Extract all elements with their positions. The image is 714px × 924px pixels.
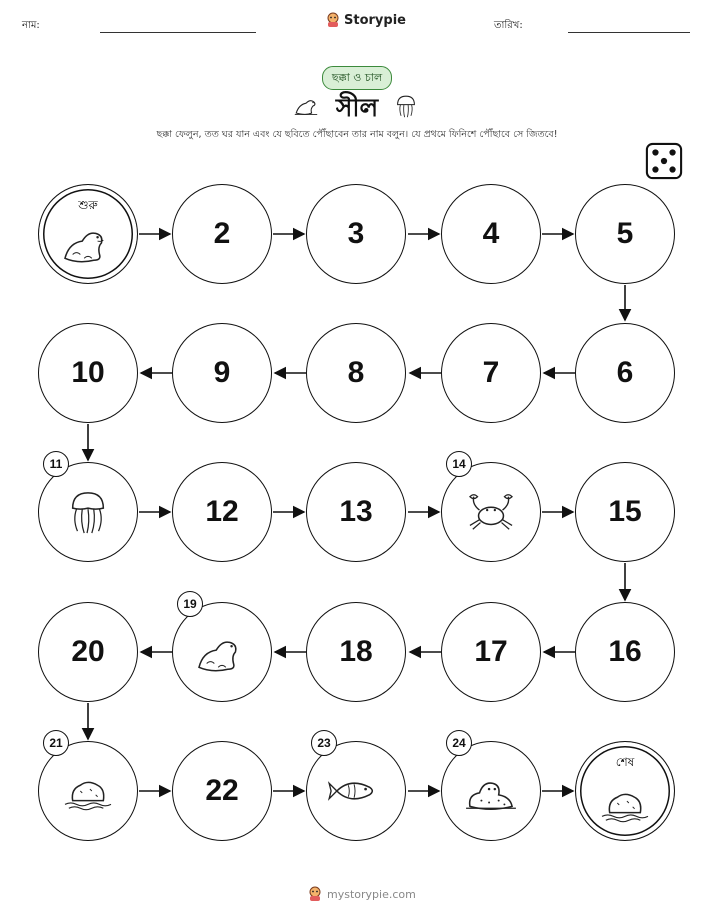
cell-number-badge: 21 <box>43 730 69 756</box>
board-cell[interactable] <box>38 323 138 423</box>
cell-number: 18 <box>339 635 373 668</box>
cell-number: 17 <box>474 635 508 668</box>
cell-number: 13 <box>339 495 373 528</box>
cell-number: 10 <box>71 356 105 389</box>
brand-name: Storypie <box>344 12 406 28</box>
board-cell[interactable] <box>306 602 406 702</box>
finish-label: শেষ <box>615 755 635 769</box>
board-cell[interactable] <box>575 462 675 562</box>
board-cell[interactable] <box>38 602 138 702</box>
cell-number-badge: 23 <box>311 730 337 756</box>
board-cell[interactable] <box>306 323 406 423</box>
board-cell[interactable] <box>38 736 138 841</box>
board-cell[interactable] <box>38 457 138 562</box>
cell-number-badge: 14 <box>446 451 472 477</box>
cell-number: 5 <box>616 217 634 250</box>
board-cell[interactable] <box>172 741 272 841</box>
cell-number: 7 <box>482 356 500 389</box>
game-type-badge: ছক্কা ও চাল <box>322 66 392 90</box>
board-cell[interactable] <box>441 736 541 841</box>
board-cell[interactable] <box>172 184 272 284</box>
board-cell-start[interactable] <box>38 184 138 284</box>
crab-icon <box>462 489 520 535</box>
cell-number: 6 <box>616 356 634 389</box>
board-cell[interactable] <box>575 602 675 702</box>
cell-number: 22 <box>205 774 239 807</box>
rock-icon <box>596 780 654 826</box>
date-label: তারিখ: <box>494 20 523 31</box>
seal-icon <box>193 629 251 675</box>
board-cell[interactable] <box>306 462 406 562</box>
seal-icon <box>59 220 117 266</box>
board-cell[interactable] <box>172 323 272 423</box>
board-cell[interactable] <box>575 323 675 423</box>
board-cell[interactable] <box>172 597 272 702</box>
cell-number: 9 <box>213 356 231 389</box>
footer <box>308 886 416 902</box>
board-cell[interactable] <box>306 736 406 841</box>
storypie-logo-icon <box>308 886 322 902</box>
cell-number-badge: 11 <box>43 451 69 477</box>
cell-number-badge: 19 <box>177 591 203 617</box>
cell-number: 16 <box>608 635 642 668</box>
cell-number: 3 <box>347 217 365 250</box>
board-cell[interactable] <box>441 457 541 562</box>
cell-number: 2 <box>213 217 231 250</box>
cell-number: 8 <box>347 356 365 389</box>
board-cell[interactable] <box>441 323 541 423</box>
start-label: শুরু <box>78 198 98 212</box>
cell-number: 4 <box>482 217 500 250</box>
board-cell[interactable] <box>441 602 541 702</box>
board-cell[interactable] <box>441 184 541 284</box>
cell-number: 20 <box>71 635 105 668</box>
board-cell[interactable] <box>172 462 272 562</box>
board-cell-finish[interactable] <box>575 741 675 841</box>
fish-icon <box>327 768 385 814</box>
board-cell[interactable] <box>575 184 675 284</box>
footer-site[interactable]: mystorypie.com <box>327 887 416 901</box>
cell-number-badge: 24 <box>446 730 472 756</box>
name-label: নাম: <box>22 20 40 31</box>
board-cell[interactable] <box>306 184 406 284</box>
page-title: সীল <box>335 93 379 122</box>
jellyfish-icon <box>59 489 117 535</box>
rock-icon <box>59 768 117 814</box>
spotted-seal-icon <box>462 768 520 814</box>
cell-number: 12 <box>205 495 239 528</box>
cell-number: 15 <box>608 495 642 528</box>
instructions: ছক্কা ফেলুন, তত ঘর যান এবং যে ছবিতে পৌঁছাবেন তার নাম বলুন। যে প্রথমে ফিনিশে পৌঁছাবে সে জিতবে! <box>156 129 558 140</box>
